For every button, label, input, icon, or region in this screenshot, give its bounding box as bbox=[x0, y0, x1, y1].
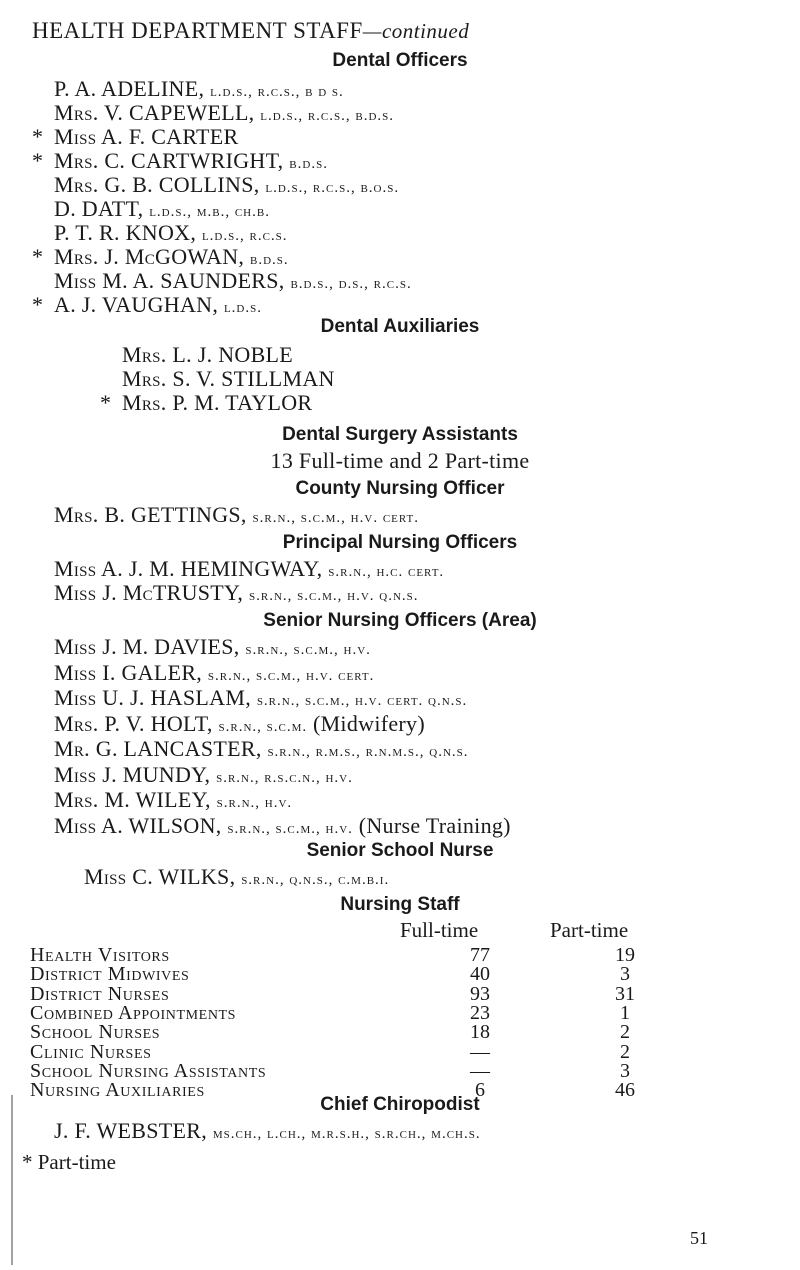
staff-entry bbox=[54, 124, 238, 150]
staff-name: Miss J. MUNDY, bbox=[54, 761, 211, 787]
staff-entry bbox=[54, 292, 262, 318]
part-time-star: * bbox=[32, 148, 43, 173]
staff-name: Mrs. P. M. TAYLOR bbox=[122, 390, 313, 415]
county-nursing-officer-quals: s.r.n., s.c.m., h.v. cert. bbox=[252, 510, 420, 526]
staff-name: Mr. G. LANCASTER, bbox=[54, 736, 262, 761]
full-time-count: 77 bbox=[470, 944, 490, 966]
staff-name: Mrs. G. B. COLLINS, bbox=[54, 172, 260, 197]
county-nursing-officer-heading: County Nursing Officer bbox=[295, 478, 505, 499]
staff-entry bbox=[54, 172, 399, 198]
staff-qualifications: l.d.s., m.b., ch.b. bbox=[149, 204, 270, 220]
staff-name: Miss J. McTRUSTY, bbox=[54, 580, 244, 605]
part-time-star: * bbox=[100, 390, 111, 415]
staff-qualifications: s.r.n., h.c. cert. bbox=[328, 564, 445, 580]
part-time-count: 2 bbox=[620, 1040, 630, 1063]
full-time-count: 23 bbox=[470, 1001, 490, 1024]
row-label: Nursing Auxiliaries bbox=[30, 1079, 205, 1102]
staff-entry bbox=[122, 342, 293, 368]
staff-qualifications: l.d.s., r.c.s. bbox=[201, 228, 288, 244]
staff-name: Miss M. A. SAUNDERS, bbox=[54, 268, 285, 293]
part-time-star: * bbox=[32, 124, 43, 149]
county-nursing-officer-entry bbox=[54, 502, 419, 528]
page-edge-shadow bbox=[11, 1095, 13, 1265]
page-header bbox=[32, 18, 469, 44]
staff-entry bbox=[122, 366, 335, 392]
staff-entry bbox=[54, 244, 289, 270]
staff-name: Miss I. GALER, bbox=[54, 659, 203, 685]
staff-qualifications: l.d.s., r.c.s., b d s. bbox=[210, 84, 344, 100]
nursing-staff-heading: Nursing Staff bbox=[340, 894, 460, 915]
staff-qualifications: s.r.n., r.m.s., r.n.m.s., q.n.s. bbox=[267, 744, 469, 760]
column-header-full-time: Full-time bbox=[400, 918, 479, 942]
staff-name: D. DATT, bbox=[54, 196, 144, 221]
senior-nursing-officers-heading: Senior Nursing Officers (Area) bbox=[263, 610, 537, 631]
staff-name: Miss A. J. M. HEMINGWAY, bbox=[54, 556, 323, 581]
staff-qualifications: s.r.n., s.c.m., h.v. cert. bbox=[207, 667, 375, 684]
staff-name: Mrs. J. McGOWAN, bbox=[54, 244, 245, 269]
staff-entry bbox=[54, 711, 425, 737]
full-time-count: 6 bbox=[475, 1079, 485, 1102]
page-number: 51 bbox=[690, 1228, 708, 1248]
full-time-count: 93 bbox=[470, 982, 490, 1005]
full-time-count: — bbox=[470, 1040, 490, 1063]
staff-name: Miss U. J. HASLAM, bbox=[54, 685, 251, 710]
staff-name: Miss A. F. CARTER bbox=[54, 124, 239, 149]
chief-chiropodist-quals: ms.ch., l.ch., m.r.s.h., s.r.ch., m.ch.s. bbox=[212, 1126, 481, 1142]
row-label: Health Visitors bbox=[30, 944, 170, 966]
part-time-count: 46 bbox=[615, 1079, 635, 1102]
staff-entry bbox=[54, 634, 371, 660]
part-time-star: * bbox=[32, 292, 43, 317]
staff-qualifications: s.r.n., h.v. bbox=[216, 795, 293, 811]
header-continued: —continued bbox=[362, 19, 470, 43]
staff-entry bbox=[122, 390, 312, 416]
staff-qualifications: l.d.s. bbox=[223, 300, 262, 316]
staff-qualifications: s.r.n., s.c.m. bbox=[218, 718, 308, 735]
dental-surgery-assistants-text: 13 Full-time and 2 Part-time bbox=[270, 448, 530, 473]
staff-name: Mrs. S. V. STILLMAN bbox=[122, 366, 335, 391]
staff-entry bbox=[54, 268, 412, 294]
full-time-count: — bbox=[470, 1059, 490, 1082]
staff-name: Mrs. P. V. HOLT, bbox=[54, 710, 213, 736]
staff-name: Mrs. M. WILEY, bbox=[54, 787, 211, 812]
row-label: School Nurses bbox=[30, 1021, 161, 1044]
staff-qualifications: s.r.n., s.c.m., h.v. bbox=[227, 820, 353, 837]
county-nursing-officer-name: Mrs. B. GETTINGS, bbox=[54, 502, 247, 527]
senior-school-nurse-quals: s.r.n., q.n.s., c.m.b.i. bbox=[241, 872, 390, 888]
staff-name: Mrs. V. CAPEWELL, bbox=[54, 100, 255, 125]
part-time-count: 3 bbox=[620, 1059, 630, 1082]
part-time-count: 2 bbox=[620, 1021, 630, 1044]
part-time-count: 3 bbox=[620, 963, 630, 986]
staff-qualifications: s.r.n., r.s.c.n., h.v. bbox=[216, 769, 353, 786]
staff-entry bbox=[54, 813, 511, 839]
senior-school-nurse-name: Miss C. WILKS, bbox=[84, 864, 236, 889]
part-time-star: * bbox=[32, 244, 43, 269]
staff-qualifications: b.d.s., d.s., r.c.s. bbox=[290, 276, 412, 292]
staff-entry bbox=[54, 76, 344, 102]
part-time-count: 31 bbox=[615, 982, 635, 1005]
senior-school-nurse-entry bbox=[84, 864, 389, 890]
staff-qualifications: s.r.n., s.c.m., h.v. cert. q.n.s. bbox=[256, 693, 468, 709]
staff-entry bbox=[54, 787, 292, 813]
staff-name: P. A. ADELINE, bbox=[54, 76, 205, 101]
staff-qualifications: b.d.s. bbox=[250, 252, 289, 268]
staff-entry bbox=[54, 660, 374, 686]
chief-chiropodist-heading: Chief Chiropodist bbox=[320, 1094, 480, 1115]
header-title: HEALTH DEPARTMENT STAFF bbox=[32, 18, 363, 43]
staff-entry bbox=[54, 685, 467, 711]
staff-entry bbox=[54, 580, 419, 606]
row-label: School Nursing Assistants bbox=[30, 1059, 267, 1082]
staff-name: Miss J. M. DAVIES, bbox=[54, 634, 240, 659]
dental-auxiliaries-heading: Dental Auxiliaries bbox=[320, 316, 480, 337]
staff-entry bbox=[54, 148, 328, 174]
chief-chiropodist-name: J. F. WEBSTER, bbox=[54, 1118, 208, 1143]
staff-entry bbox=[54, 220, 288, 246]
senior-school-nurse-heading: Senior School Nurse bbox=[306, 840, 494, 861]
staff-entry bbox=[54, 556, 444, 582]
staff-name: Mrs. C. CARTWRIGHT, bbox=[54, 148, 284, 173]
row-label: Clinic Nurses bbox=[30, 1040, 152, 1063]
chief-chiropodist-entry bbox=[54, 1118, 481, 1144]
staff-note: (Nurse Training) bbox=[358, 812, 511, 838]
full-time-count: 40 bbox=[470, 963, 490, 986]
row-label: District Midwives bbox=[30, 963, 190, 986]
staff-name: P. T. R. KNOX, bbox=[54, 220, 197, 245]
staff-name: A. J. VAUGHAN, bbox=[54, 292, 219, 317]
row-label: District Nurses bbox=[30, 982, 170, 1005]
staff-qualifications: s.r.n., s.c.m., h.v. bbox=[245, 642, 371, 658]
staff-note: (Midwifery) bbox=[312, 710, 425, 736]
staff-entry bbox=[54, 736, 469, 762]
staff-name: Mrs. L. J. NOBLE bbox=[122, 342, 294, 367]
dental-surgery-assistants-heading: Dental Surgery Assistants bbox=[282, 424, 518, 445]
full-time-count: 18 bbox=[470, 1021, 490, 1044]
staff-entry bbox=[54, 196, 270, 222]
staff-name: Miss A. WILSON, bbox=[54, 812, 222, 838]
column-header-part-time: Part-time bbox=[550, 918, 629, 942]
dental-officers-heading: Dental Officers bbox=[332, 50, 468, 71]
staff-entry bbox=[54, 762, 353, 788]
staff-entry bbox=[54, 100, 394, 126]
footnote: * Part-time bbox=[22, 1150, 116, 1174]
staff-qualifications: s.r.n., s.c.m., h.v. q.n.s. bbox=[249, 588, 419, 604]
part-time-count: 1 bbox=[620, 1001, 630, 1024]
staff-qualifications: b.d.s. bbox=[289, 156, 328, 172]
staff-qualifications: l.d.s., r.c.s., b.d.s. bbox=[260, 108, 395, 124]
staff-qualifications: l.d.s., r.c.s., b.o.s. bbox=[265, 180, 400, 196]
row-label: Combined Appointments bbox=[30, 1001, 237, 1024]
principal-nursing-officers-heading: Principal Nursing Officers bbox=[282, 532, 518, 553]
part-time-count: 19 bbox=[615, 944, 635, 966]
